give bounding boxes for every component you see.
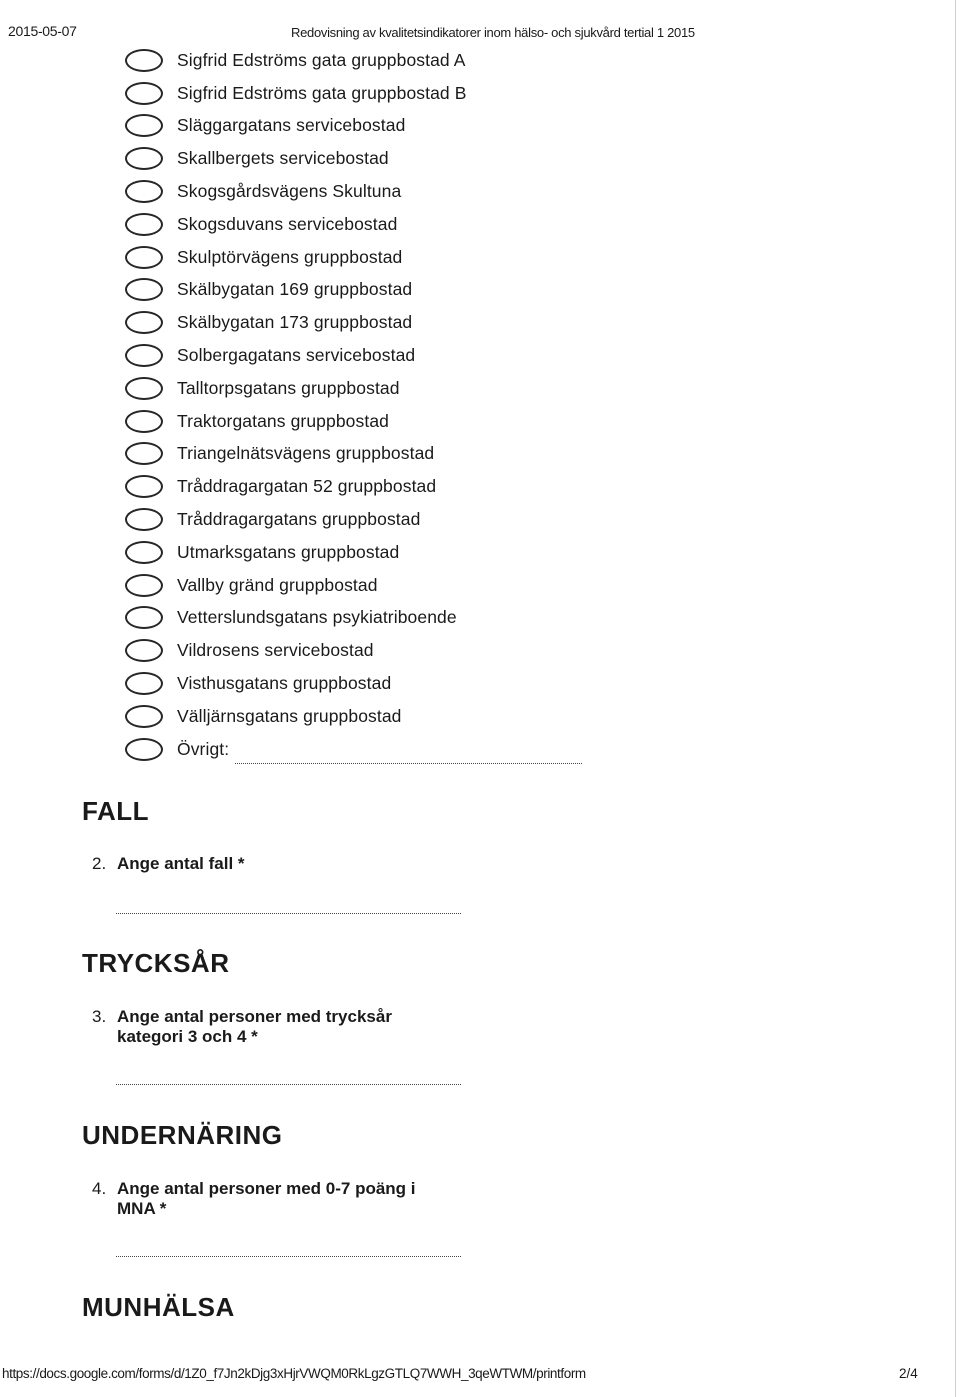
section-title-undernaring: UNDERNÄRING — [82, 1120, 283, 1150]
option-label: Skälbygatan 169 gruppbostad — [177, 279, 413, 300]
option-label: Tråddragargatan 52 gruppbostad — [177, 476, 437, 497]
option-label: Triangelnätsvägens gruppbostad — [177, 443, 435, 464]
question-text-cont: MNA * — [117, 1199, 167, 1218]
option-item[interactable] — [125, 306, 582, 339]
radio-button[interactable] — [125, 442, 163, 465]
radio-button[interactable] — [125, 475, 163, 498]
radio-button[interactable] — [125, 738, 163, 761]
option-label: Utmarksgatans gruppbostad — [177, 541, 400, 562]
radio-button[interactable] — [125, 541, 163, 564]
question-text: Ange antal personer med trycksår — [117, 1007, 392, 1026]
option-label: Vildrosens servicebostad — [177, 640, 374, 661]
answer-field-fall[interactable] — [116, 913, 461, 914]
option-label: Skälbygatan 173 gruppbostad — [177, 312, 413, 333]
radio-button[interactable] — [125, 114, 163, 137]
option-other[interactable] — [125, 733, 582, 766]
radio-button[interactable] — [125, 672, 163, 695]
option-label: Skallbergets servicebostad — [177, 148, 389, 169]
option-item[interactable] — [125, 569, 582, 602]
location-options — [125, 44, 582, 766]
option-label: Skogsgårdsvägens Skultuna — [177, 181, 402, 202]
question-number: 4. — [92, 1179, 107, 1198]
option-label: Solbergagatans servicebostad — [177, 345, 416, 366]
option-item[interactable] — [125, 339, 582, 372]
radio-button[interactable] — [125, 574, 163, 597]
option-item[interactable] — [125, 405, 582, 438]
radio-button[interactable] — [125, 639, 163, 662]
section-title-fall: FALL — [82, 796, 149, 826]
option-label: Vetterslundsgatans psykiatriboende — [177, 607, 457, 628]
section-title-munhalsa: MUNHÄLSA — [82, 1292, 235, 1322]
page-edge-line — [955, 0, 956, 1397]
option-label: Släggargatans servicebostad — [177, 115, 406, 136]
other-text-field[interactable] — [235, 747, 582, 764]
radio-button[interactable] — [125, 410, 163, 433]
option-label: Välljärnsgatans gruppbostad — [177, 705, 402, 726]
option-label: Talltorpsgatans gruppbostad — [177, 377, 400, 398]
option-item[interactable] — [125, 470, 582, 503]
question-number: 3. — [92, 1007, 107, 1026]
option-label: Traktorgatans gruppbostad — [177, 410, 389, 431]
answer-field-undernaring[interactable] — [116, 1256, 461, 1257]
option-item[interactable] — [125, 602, 582, 635]
option-item[interactable] — [125, 438, 582, 471]
option-label: Skulptörvägens gruppbostad — [177, 246, 403, 267]
document-title: Redovisning av kvalitetsindikatorer inom hälso- och sjukvård tertial 1 2015 — [291, 25, 695, 40]
option-label: Sigfrid Edströms gata gruppbostad B — [177, 82, 467, 103]
radio-button[interactable] — [125, 147, 163, 170]
option-item[interactable] — [125, 634, 582, 667]
option-item[interactable] — [125, 372, 582, 405]
option-item[interactable] — [125, 175, 582, 208]
radio-button[interactable] — [125, 49, 163, 72]
option-item[interactable] — [125, 274, 582, 307]
answer-field-trycksar[interactable] — [116, 1084, 461, 1085]
other-label: Övrigt: — [177, 738, 230, 759]
radio-button[interactable] — [125, 508, 163, 531]
option-label: Tråddragargatans gruppbostad — [177, 509, 421, 530]
footer-url: https://docs.google.com/forms/d/1Z0_f7Jn2kDjg3xHjrVWQM0RkLgzGTLQ7WWH_3qeWTWM/printform — [2, 1366, 586, 1381]
option-item[interactable] — [125, 110, 582, 143]
question-2 — [92, 854, 245, 874]
radio-button[interactable] — [125, 82, 163, 105]
option-label: Vallby gränd gruppbostad — [177, 574, 378, 595]
radio-button[interactable] — [125, 344, 163, 367]
question-4 — [92, 1179, 416, 1219]
question-text: Ange antal fall * — [117, 854, 245, 873]
radio-button[interactable] — [125, 213, 163, 236]
option-item[interactable] — [125, 44, 582, 77]
radio-button[interactable] — [125, 180, 163, 203]
radio-button[interactable] — [125, 377, 163, 400]
radio-button[interactable] — [125, 246, 163, 269]
option-item[interactable] — [125, 536, 582, 569]
question-text-cont: kategori 3 och 4 * — [117, 1027, 258, 1046]
option-label: Visthusgatans gruppbostad — [177, 673, 392, 694]
option-item[interactable] — [125, 503, 582, 536]
section-title-trycksar: TRYCKSÅR — [82, 948, 230, 978]
print-date: 2015-05-07 — [8, 23, 77, 39]
page-number: 2/4 — [899, 1366, 918, 1381]
option-item[interactable] — [125, 700, 582, 733]
question-number: 2. — [92, 854, 107, 873]
option-label: Skogsduvans servicebostad — [177, 213, 398, 234]
option-item[interactable] — [125, 208, 582, 241]
question-3 — [92, 1007, 392, 1047]
radio-button[interactable] — [125, 278, 163, 301]
option-label: Sigfrid Edströms gata gruppbostad A — [177, 49, 466, 70]
option-item[interactable] — [125, 77, 582, 110]
radio-button[interactable] — [125, 311, 163, 334]
question-text: Ange antal personer med 0-7 poäng i — [117, 1179, 416, 1198]
option-item[interactable] — [125, 241, 582, 274]
radio-button[interactable] — [125, 705, 163, 728]
radio-button[interactable] — [125, 606, 163, 629]
option-item[interactable] — [125, 667, 582, 700]
option-item[interactable] — [125, 142, 582, 175]
